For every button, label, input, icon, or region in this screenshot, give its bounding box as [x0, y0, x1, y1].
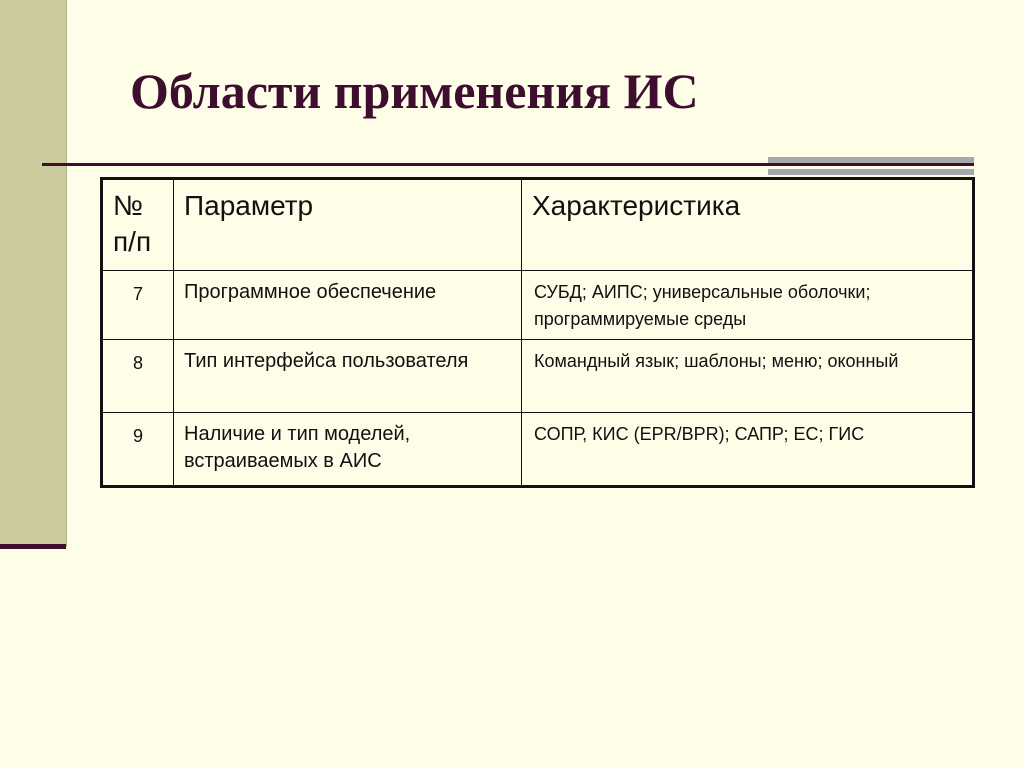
side-band [0, 0, 67, 547]
row-number: 8 [102, 340, 174, 413]
header-parameter: Параметр [174, 179, 522, 271]
row-parameter: Наличие и тип моделей, встраиваемых в АИС [174, 413, 522, 487]
header-characteristic: Характеристика [522, 179, 974, 271]
table-header-row [102, 179, 974, 271]
row-number: 9 [102, 413, 174, 487]
header-number: № п/п [102, 179, 174, 271]
slide-title: Области применения ИС [130, 63, 699, 119]
row-number: 7 [102, 271, 174, 340]
side-band-rule [0, 544, 66, 549]
row-parameter: Тип интерфейса пользователя [174, 340, 522, 413]
row-characteristic: СУБД; АИПС; универсальные оболочки; программируемые среды [522, 271, 974, 340]
title-accent-bars [768, 157, 974, 175]
accent-bar-top [768, 157, 974, 163]
table-row [102, 340, 974, 413]
row-parameter: Программное обеспечение [174, 271, 522, 340]
table-row [102, 271, 974, 340]
accent-bar-bottom [768, 169, 974, 175]
row-characteristic: СОПР, КИС (EPR/BPR); САПР; ЕС; ГИС [522, 413, 974, 487]
table-row [102, 413, 974, 487]
row-characteristic: Командный язык; шаблоны; меню; оконный [522, 340, 974, 413]
parameters-table [100, 177, 975, 488]
